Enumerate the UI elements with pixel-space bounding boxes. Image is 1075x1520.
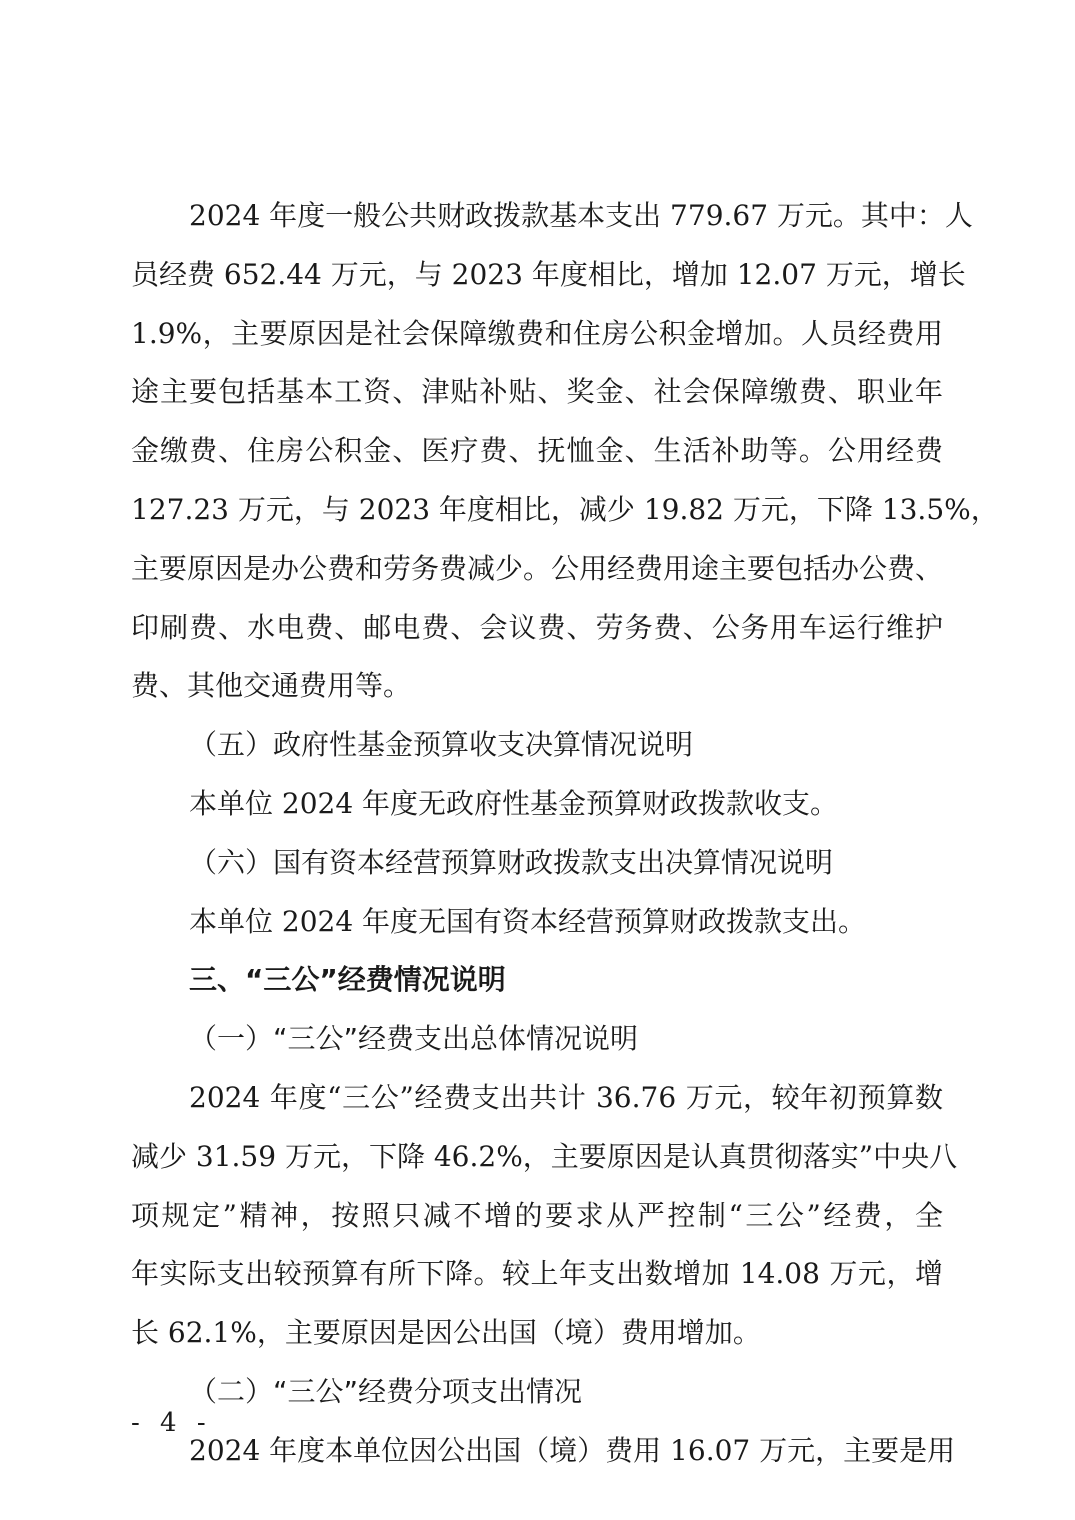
paragraph-line: 途主要包括基本工资、津贴补贴、奖金、社会保障缴费、职业年 <box>131 375 943 409</box>
paragraph-line: 主要原因是办公费和劳务费减少。公用经费用途主要包括办公费、 <box>131 551 944 585</box>
paragraph-line: 2024 年度“三公”经费支出共计 36.76 万元，较年初预算数 <box>189 1080 943 1114</box>
paragraph-line: 2024 年度一般公共财政拨款基本支出 779.67 万元。其中：人 <box>189 199 973 232</box>
paragraph-line: 127.23 万元，与 2023 年度相比，减少 19.82 万元，下降 13.5%， <box>131 492 999 526</box>
paragraph-line: 1.9%，主要原因是社会保障缴费和住房公积金增加。人员经费用 <box>131 316 943 350</box>
subsection-heading-two: （二）“三公”经费分项支出情况 <box>189 1374 583 1408</box>
paragraph-line: 员经费 652.44 万元，与 2023 年度相比，增加 12.07 万元，增长 <box>131 257 966 291</box>
section-heading-five: （五）政府性基金预算收支决算情况说明 <box>189 728 694 762</box>
paragraph-line: 2024 年度本单位因公出国（境）费用 16.07 万元，主要是用 <box>189 1433 956 1467</box>
page-number: - 4 - <box>131 1408 212 1438</box>
paragraph-line: 减少 31.59 万元，下降 46.2%，主要原因是认真贯彻落实”中央八 <box>131 1139 958 1173</box>
paragraph-line: 印刷费、水电费、邮电费、会议费、劳务费、公务用车运行维护 <box>131 610 943 644</box>
subsection-heading-one: （一）“三公”经费支出总体情况说明 <box>189 1022 639 1056</box>
paragraph-line: 本单位 2024 年度无政府性基金预算财政拨款收支。 <box>189 786 839 820</box>
paragraph-line: 本单位 2024 年度无国有资本经营预算财政拨款支出。 <box>189 904 867 938</box>
section-heading-six: （六）国有资本经营预算财政拨款支出决算情况说明 <box>189 845 834 879</box>
paragraph-line: 金缴费、住房公积金、医疗费、抚恤金、生活补助等。公用经费 <box>131 434 943 468</box>
paragraph-line: 长 62.1%，主要原因是因公出国（境）费用增加。 <box>131 1316 761 1350</box>
paragraph-line: 费、其他交通费用等。 <box>131 669 412 703</box>
section-heading-three: 三、“三公”经费情况说明 <box>189 963 506 997</box>
paragraph-line: 年实际支出较预算有所下降。较上年支出数增加 14.08 万元，增 <box>131 1257 943 1291</box>
paragraph-line: 项规定”精神，按照只减不增的要求从严控制“三公”经费，全 <box>131 1198 943 1232</box>
body-text <box>131 190 999 1484</box>
